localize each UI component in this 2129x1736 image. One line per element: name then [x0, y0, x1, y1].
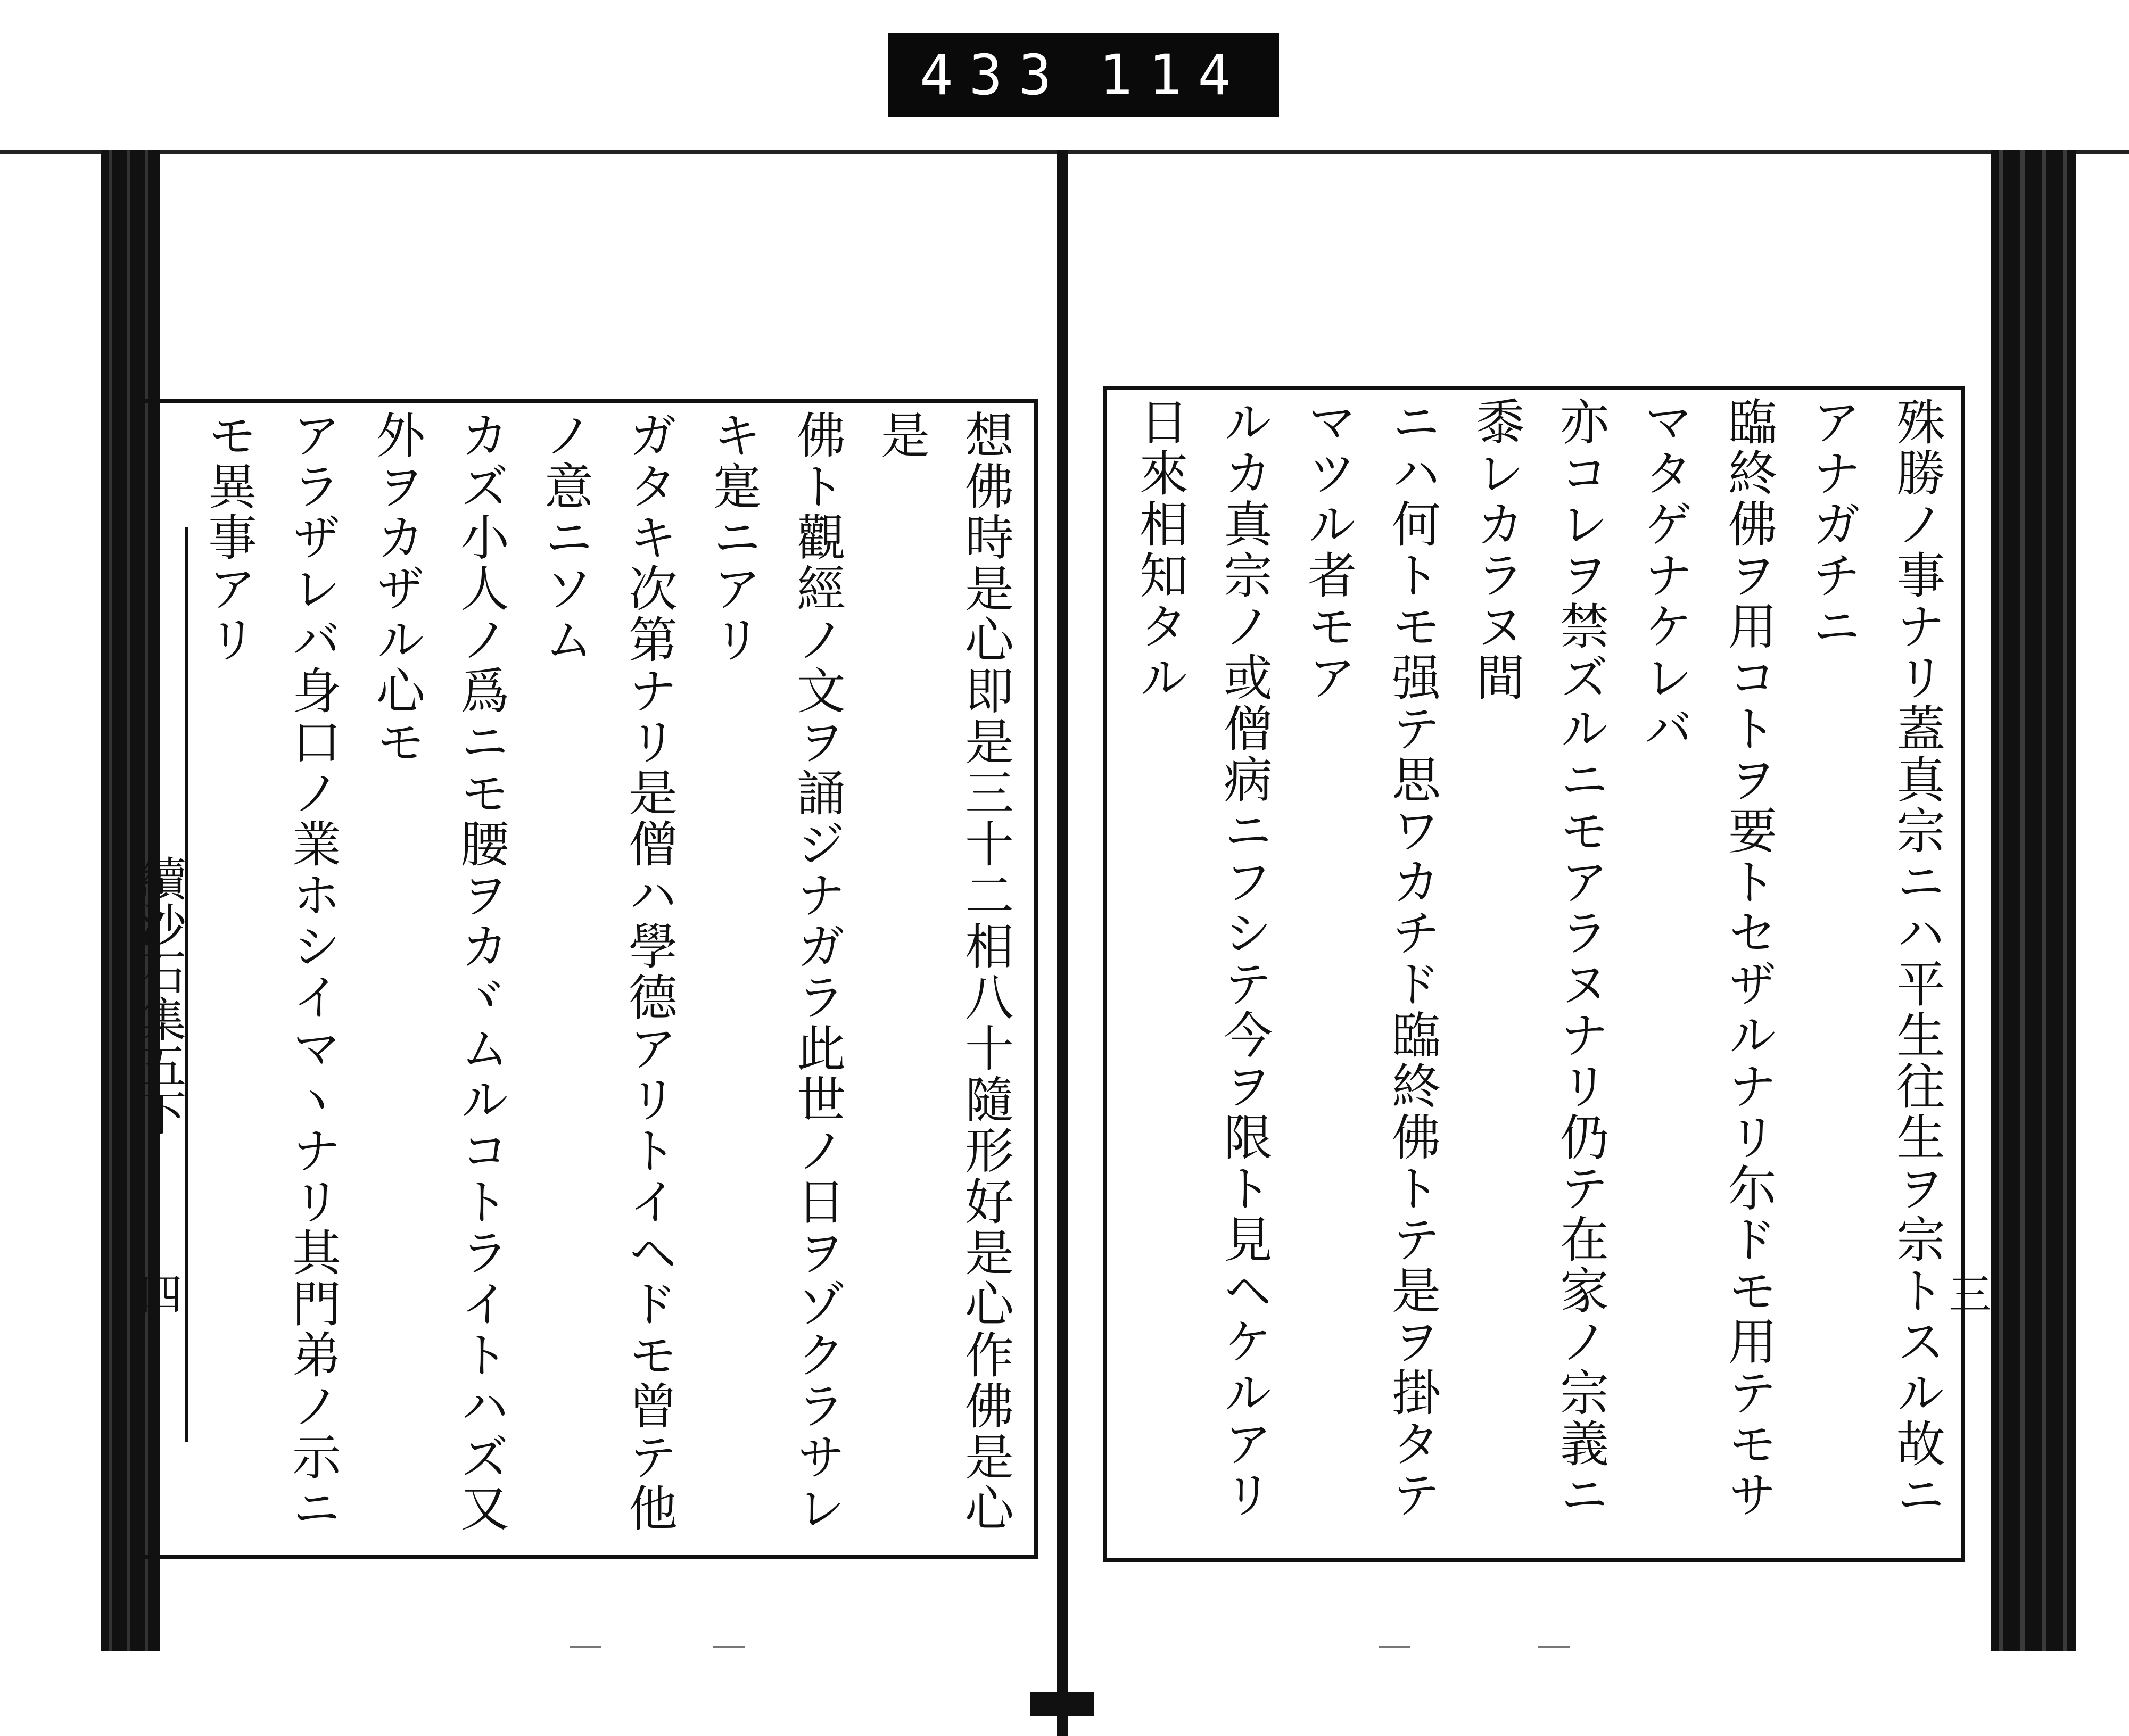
- right-folio: 三: [1942, 1272, 1991, 1315]
- right-page-stack-edge: [1991, 150, 2076, 1651]
- running-title-text: 續沙石集五下: [132, 855, 187, 1136]
- text-column: 殊勝ノ事ナリ蓋真宗ニハ平生往生ヲ宗トスル故ニアナガチニ: [1804, 396, 1945, 1520]
- plate-number-left: 433: [920, 43, 1068, 108]
- right-page-text: [1112, 396, 1959, 1554]
- text-column: アラザレバ身口ノ業ホシイマヽナリ其門弟ノ示ニモ異事アリ: [200, 410, 341, 1534]
- text-column: 想佛時是心即是三十二相八十隨形好是心作佛是心是: [873, 410, 1014, 1534]
- page-mark: [570, 1646, 601, 1648]
- text-column: 佛ト觀經ノ文ヲ誦ジナガラ此世ノ日ヲゾクラサレキ寔ニアリ: [705, 410, 846, 1534]
- text-column: 臨終佛ヲ用コトヲ要トセザルナリ尓ドモ用テモサマタゲナケレバ: [1636, 396, 1777, 1520]
- text-column: ガタキ次第ナリ是僧ハ學德アリトイヘドモ曾テ他ノ意ニソム: [537, 410, 678, 1534]
- page-mark: [713, 1646, 745, 1648]
- text-column: カズ小人ノ爲ニモ腰ヲカヾムルコトライトハズ又外ヲカザル心モ: [368, 410, 509, 1534]
- text-column: ルカ真宗ノ或僧病ニフシテ今ヲ限ト見ヘケルアリ日來相知タル: [1132, 396, 1273, 1520]
- plate-number-right: 114: [1099, 43, 1247, 108]
- book-gutter: [1057, 150, 1068, 1736]
- text-column: 亦コレヲ禁ズルニモアラヌナリ仍テ在家ノ宗義ニ黍レカラヌ間: [1468, 396, 1609, 1520]
- left-folio: 四: [133, 1272, 182, 1315]
- catalog-number-plate: [888, 33, 1279, 117]
- page-mark: [1379, 1646, 1410, 1648]
- text-column: ニハ何トモ强テ思ワカチド臨終佛トテ是ヲ掛タテマツル者モア: [1300, 396, 1441, 1520]
- left-page-text: [192, 410, 1027, 1551]
- gutter-base: [1030, 1692, 1094, 1716]
- text-column: [1112, 396, 1118, 1554]
- page-mark: [1538, 1646, 1570, 1648]
